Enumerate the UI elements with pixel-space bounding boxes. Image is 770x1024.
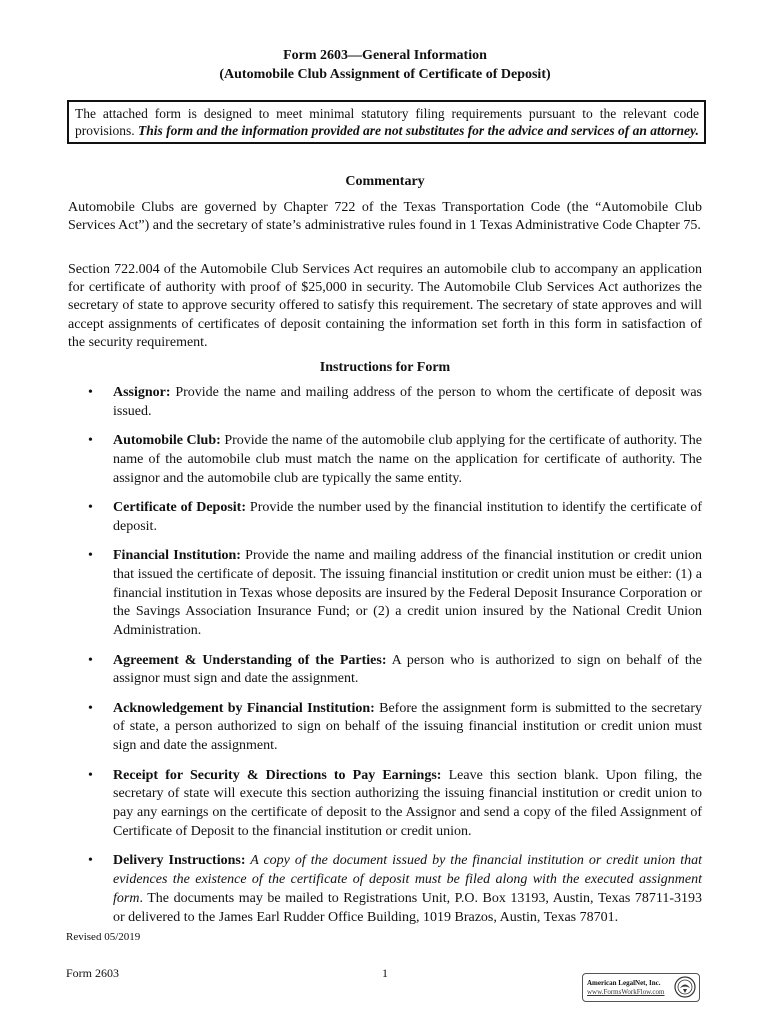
form-title: Form 2603—General Information <box>283 48 487 63</box>
commentary-paragraph-2: Section 722.004 of the Automobile Club Services Act requires an automobile club to accompany an application for certificate of authority with proof of $25,000 in security. The Automobile Club Services Act authorizes the secretary of state to approve security offered to satisfy this requirement. The secretary of state approves and will accept assignments of certificates of deposit containing the information set forth in this form in satisfaction of the security requirement. <box>68 262 702 350</box>
item-term: Acknowledgement by Financial Institution: <box>113 700 375 716</box>
commentary-heading: Commentary <box>345 174 425 189</box>
footer-form-number: Form 2603 <box>66 966 120 980</box>
publisher-name: American LegalNet, Inc. <box>587 979 661 987</box>
publisher-logo[interactable] <box>582 973 700 1002</box>
commentary-paragraph-1: Automobile Clubs are governed by Chapter 722 of the Texas Transportation Code (the “Automobile Club Services Act”) and the secretary of state’s administrative rules found in 1 Texas Administrative Code Chapter 75. <box>68 200 702 234</box>
bullet-icon: • <box>88 433 93 449</box>
item-text: . The documents may be mailed to Registrations Unit, P.O. Box 13193, Austin, Texas 78711-3193 or delivered to the James Earl Rudder Office Building, 1019 Brazos, Austin, Texas 78701. <box>113 890 702 925</box>
instructions-heading: Instructions for Form <box>319 360 451 375</box>
disclaimer-notice <box>67 100 706 144</box>
disclaimer-text: The attached form is designed to meet minimal statutory filing requirements pursuant to the relevant code provisions. <box>75 106 699 138</box>
list-item <box>68 547 702 641</box>
bullet-icon: • <box>88 700 93 716</box>
list-item <box>68 499 702 537</box>
item-term: Automobile Club: <box>113 433 221 449</box>
list-item <box>68 852 702 927</box>
item-text: Provide the name and mailing address of the person to whom the certificate of deposit was issued. <box>113 385 702 419</box>
bullet-icon: • <box>88 548 93 564</box>
item-italic-text: A copy of the document issued by the financial institution or credit union that evidences the existence of the certificate of deposit must be filed along with the executed assignment form <box>113 853 702 906</box>
page-number: 1 <box>382 966 388 980</box>
item-text: A person who is authorized to sign on behalf of the assignor must sign and date the assignment. <box>113 652 702 687</box>
item-text: Provide the number used by the financial institution to identify the certificate of deposit. <box>113 499 702 534</box>
item-text: Provide the name of the automobile club applying for the certificate of authority. The name of the automobile club must match the name on the application for certificate of authority. The assignor and the automobile club are typically the same entity. <box>113 433 703 486</box>
form-subtitle: (Automobile Club Assignment of Certificate of Deposit) <box>219 67 551 82</box>
item-term: Financial Institution: <box>113 548 241 564</box>
disclaimer-emphasis: This form and the information provided are not substitutes for the advice and services of an attorney. <box>138 123 699 138</box>
list-item <box>68 767 702 842</box>
bullet-icon: • <box>88 499 93 515</box>
bullet-icon: • <box>88 767 93 783</box>
list-item <box>68 432 702 488</box>
item-term: Assignor: <box>113 385 171 400</box>
list-item <box>68 700 702 756</box>
item-term: Agreement & Understanding of the Parties: <box>113 652 387 668</box>
item-term: Certificate of Deposit: <box>113 499 246 515</box>
list-item <box>68 384 702 422</box>
list-item <box>68 652 702 690</box>
bullet-icon: • <box>88 853 93 869</box>
item-text: Leave this section blank. Upon filing, the secretary of state will execute this section authorizing the issuing financial institution or credit union to pay any earnings on the certificate of deposit to the Assignor and send a copy of the filed Assignment of Certificate of Deposit to the financial institution or credit union. <box>113 767 702 839</box>
publisher-link[interactable]: www.FormsWorkFlow.com <box>587 988 665 996</box>
bullet-icon: • <box>88 385 93 400</box>
item-text: Before the assignment form is submitted to the secretary of state, a person authorized to sign on behalf of the issuing financial institution or credit union must sign and date the assignment. <box>113 700 702 754</box>
bullet-icon: • <box>88 652 93 668</box>
item-term: Delivery Instructions: <box>113 853 246 869</box>
revision-date: Revised 05/2019 <box>66 931 141 943</box>
form-title-block <box>0 46 770 84</box>
item-term: Receipt for Security & Directions to Pay Earnings: <box>113 767 442 783</box>
instructions-list <box>68 384 702 938</box>
eagle-seal-icon <box>674 976 696 998</box>
item-text: Provide the name and mailing address of the financial institution or credit union that issued the certificate of deposit. The issuing financial institution or credit union must be either: (1) a financial institution in Texas whose deposits are insured by the Federal Deposit Insurance Corporation or the Savings Association Insurance Fund; or (2) a credit union insured by the National Credit Union Administration. <box>113 548 702 639</box>
